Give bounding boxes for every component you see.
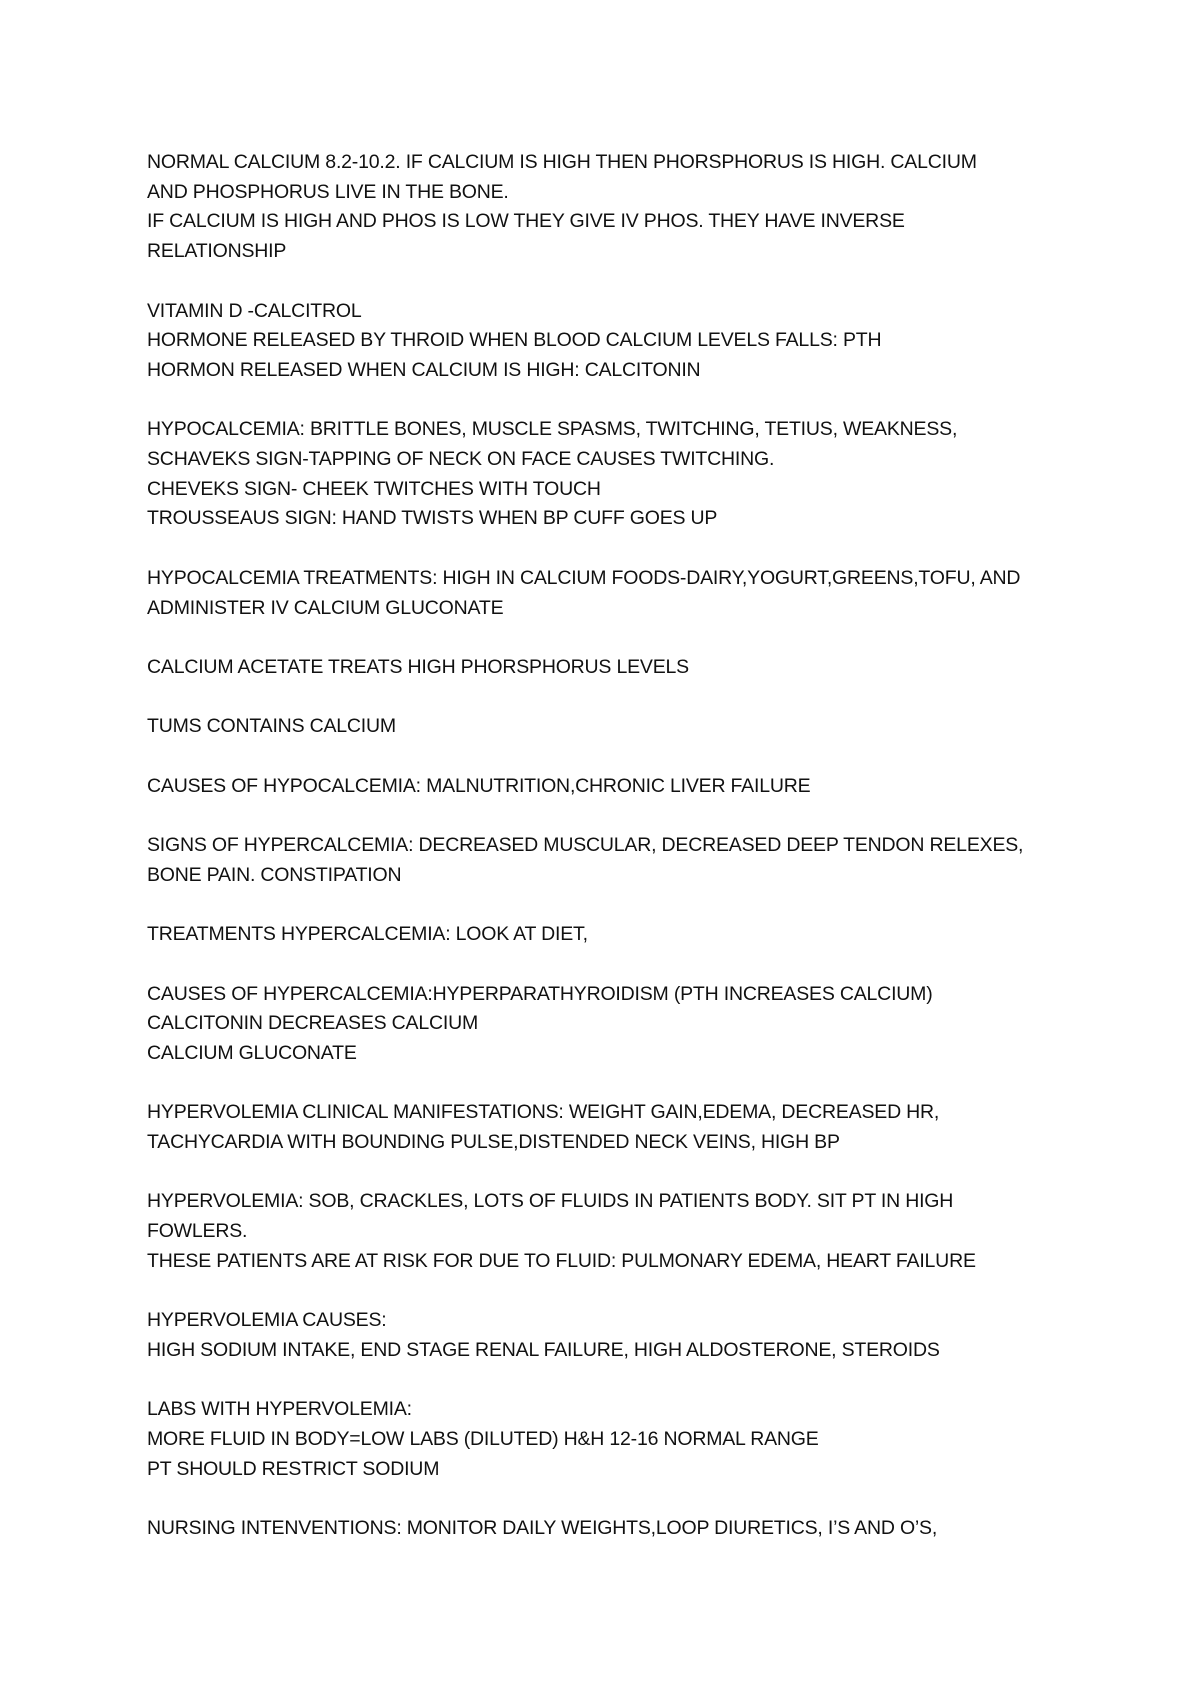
paragraph-tums (147, 712, 1077, 742)
text-line: TREATMENTS HYPERCALCEMIA: LOOK AT DIET, (147, 923, 588, 946)
text-line: HYPERVOLEMIA: SOB, CRACKLES, LOTS OF FLUIDS IN PATIENTS BODY. SIT PT IN HIGH (147, 1190, 954, 1213)
paragraph-hypervolemia-labs (147, 1395, 1077, 1484)
text-line: SCHAVEKS SIGN-TAPPING OF NECK ON FACE CAUSES TWITCHING. (147, 448, 775, 470)
text-line: RELATIONSHIP (147, 240, 287, 263)
text-line: TROUSSEAUS SIGN: HAND TWISTS WHEN BP CUFF GOES UP (147, 507, 718, 530)
text-line: HORMON RELEASED WHEN CALCIUM IS HIGH: CALCITONIN (147, 358, 701, 381)
paragraph-hypocalcemia-treatments (147, 564, 1077, 623)
paragraph-hypercalcemia-signs (147, 831, 1077, 890)
paragraph-hypervolemia-manifestations (147, 1098, 1077, 1157)
text-line: VITAMIN D -CALCITROL (147, 299, 362, 322)
text-line: HIGH SODIUM INTAKE, END STAGE RENAL FAILURE, HIGH ALDOSTERONE, STEROIDS (147, 1338, 940, 1361)
text-line: MORE FLUID IN BODY=LOW LABS (DILUTED) H&H 12-16 NORMAL RANGE (147, 1428, 819, 1451)
text-line: SIGNS OF HYPERCALCEMIA: DECREASED MUSCULAR, DECREASED DEEP TENDON RELEXES, (147, 834, 1024, 857)
paragraph-hypocalcemia-signs (147, 415, 1077, 534)
text-line: HYPOCALCEMIA: BRITTLE BONES, MUSCLE SPASMS, TWITCHING, TETIUS, WEAKNESS, (147, 418, 958, 441)
text-line: THESE PATIENTS ARE AT RISK FOR DUE TO FLUID: PULMONARY EDEMA, HEART FAILURE (147, 1249, 976, 1272)
text-line: BONE PAIN. CONSTIPATION (147, 863, 402, 886)
paragraph-hypercalcemia-treatments (147, 920, 1077, 950)
text-line: CALCIUM GLUCONATE (147, 1041, 357, 1064)
text-line: HORMONE RELEASED BY THROID WHEN BLOOD CALCIUM LEVELS FALLS: PTH (147, 329, 882, 352)
paragraph-vitamin-d (147, 297, 1077, 386)
text-line: HYPOCALCEMIA TREATMENTS: HIGH IN CALCIUM FOODS-DAIRY,YOGURT,GREENS,TOFU, AND (147, 566, 1021, 589)
text-line: CAUSES OF HYPOCALCEMIA: MALNUTRITION,CHRONIC LIVER FAILURE (147, 774, 811, 797)
text-line: PT SHOULD RESTRICT SODIUM (147, 1457, 440, 1480)
text-line: TUMS CONTAINS CALCIUM (147, 715, 396, 738)
paragraph-calcium-acetate (147, 653, 1077, 683)
paragraph-nursing-interventions (147, 1514, 1077, 1544)
text-line: LABS WITH HYPERVOLEMIA: (147, 1398, 412, 1421)
text-line: NURSING INTENVENTIONS: MONITOR DAILY WEIGHTS,LOOP DIURETICS, I’S AND O’S, (147, 1517, 938, 1540)
text-line: HYPERVOLEMIA CAUSES: (147, 1309, 387, 1332)
paragraph-normal-calcium (147, 148, 1077, 267)
text-line: CALCITONIN DECREASES CALCIUM (147, 1012, 479, 1035)
text-line: CALCIUM ACETATE TREATS HIGH PHORSPHORUS LEVELS (147, 655, 689, 678)
text-line: ADMINISTER IV CALCIUM GLUCONATE (147, 596, 504, 619)
text-line: NORMAL CALCIUM 8.2-10.2. IF CALCIUM IS HIGH THEN PHORSPHORUS IS HIGH. CALCIUM (147, 151, 977, 173)
paragraph-hypervolemia-causes (147, 1306, 1077, 1365)
text-line: FOWLERS. (147, 1220, 248, 1243)
paragraph-hypervolemia-signs (147, 1187, 1077, 1276)
text-line: AND PHOSPHORUS LIVE IN THE BONE. (147, 180, 509, 203)
text-line: IF CALCIUM IS HIGH AND PHOS IS LOW THEY GIVE IV PHOS. THEY HAVE INVERSE (147, 210, 905, 233)
document-body (147, 148, 1077, 1574)
text-line: CHEVEKS SIGN- CHEEK TWITCHES WITH TOUCH (147, 477, 601, 500)
paragraph-hypercalcemia-causes (147, 980, 1077, 1069)
text-line: TACHYCARDIA WITH BOUNDING PULSE,DISTENDED NECK VEINS, HIGH BP (147, 1131, 840, 1154)
paragraph-hypocalcemia-causes (147, 772, 1077, 802)
text-line: HYPERVOLEMIA CLINICAL MANIFESTATIONS: WEIGHT GAIN,EDEMA, DECREASED HR, (147, 1101, 940, 1124)
text-line: CAUSES OF HYPERCALCEMIA:HYPERPARATHYROIDISM (PTH INCREASES CALCIUM) (147, 982, 933, 1005)
